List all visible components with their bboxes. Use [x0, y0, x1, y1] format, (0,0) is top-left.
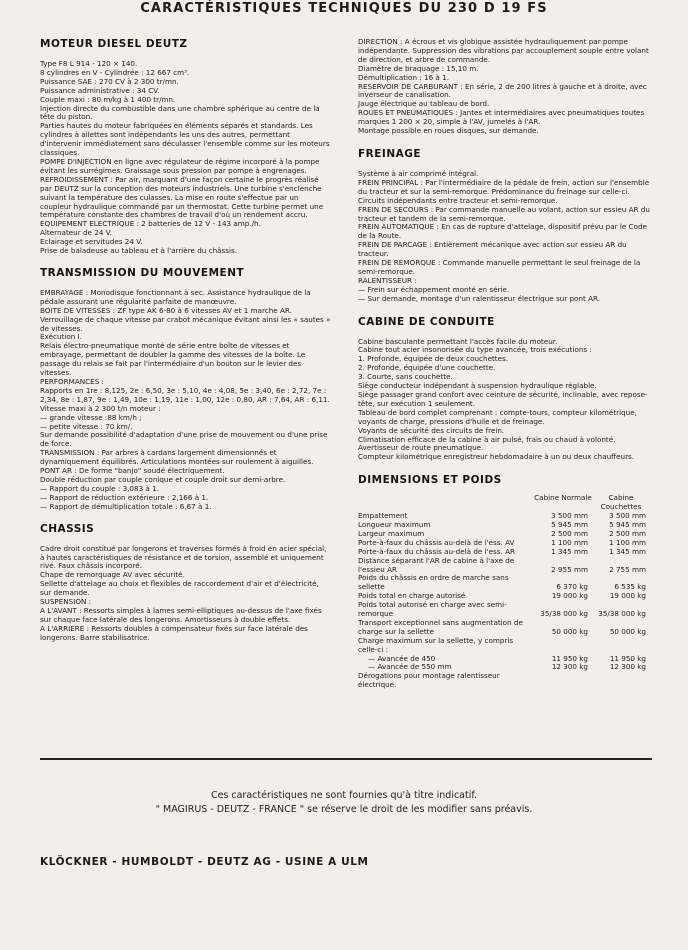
text-line: Jauge électrique au tableau de bord. [358, 99, 490, 109]
text-line: PERFORMANCES : [40, 377, 104, 386]
dimension-label: Empattement [358, 511, 408, 521]
value-cabine-couchettes: 2 755 mm [609, 564, 646, 574]
text-line: Rapports en 1re : 8,125, 2e : 6,50, 3e : 5,10, 4e : 4,08, 5e : 3,40, 6e : 2,72, 7e : 2,34, 8e : 1,87, 9e : 1,49, 10e : 1,19, 11e : 1,00, 12e : 0,80, AR : 7,64, AR : 6,11. [40, 385, 330, 404]
dimension-label: Porte-à-faux du châssis au-delà de l'ess. AV [358, 537, 515, 547]
text-line: — Sur demande, montage d'un ralentisseur électrique sur pont AR. [358, 293, 601, 303]
text-line: Chape de remorquage AV avec sécurité. [40, 570, 185, 580]
disclaimer-note: Ces caractéristiques ne sont fournies qu'à titre indicatif. [210, 790, 478, 801]
heading-chassis: CHASSIS [40, 522, 95, 535]
value-cabine-couchettes: 2 500 mm [609, 528, 646, 538]
col-cabine-couchettes: Cabine Couchettes [600, 493, 642, 512]
text-line: Cabine tout acier insonorisée du type avancée, trois exécutions : [358, 345, 592, 355]
footer-notes [0, 789, 688, 817]
text-line: 1. Profonde, équipée de deux couchettes. [358, 354, 509, 364]
chassis-text [40, 545, 332, 643]
value-cabine-normale: 19 000 kg [551, 591, 588, 601]
freinage-text [358, 170, 650, 304]
value-cabine-normale: 1 345 mm [551, 546, 588, 556]
dimension-row [358, 557, 650, 575]
section-chassis [40, 523, 332, 643]
heading-cabine: CABINE DE CONDUITE [358, 315, 495, 328]
text-line: — Rapport de réduction extérieure : 2,166 à 1. [40, 492, 209, 502]
value-cabine-couchettes: 12 300 kg [609, 662, 646, 672]
value-cabine-couchettes: 6 535 kg [614, 582, 646, 592]
dimension-label: Largeur maximum [358, 528, 425, 538]
value-cabine-normale: 11 950 kg [551, 653, 588, 663]
section-dimensions [358, 474, 650, 690]
dimension-label: Distance séparant l'AR de cabine à l'axe de l'essieu AR [358, 555, 515, 574]
heading-freinage: FREINAGE [358, 147, 422, 160]
dimension-label: Charge maximum sur la sellette, y compris celle-ci : [358, 635, 514, 654]
section-cabine [358, 316, 650, 463]
text-line: Prise de baladeuse au tableau et à l'arrière du châssis. [40, 246, 238, 256]
text-line: Avertisseur de route pneumatique. [358, 443, 484, 453]
section-moteur [40, 38, 332, 256]
cabine-text [358, 338, 650, 463]
value-cabine-couchettes: 35/38 000 kg [598, 609, 646, 619]
dimension-row [358, 672, 650, 690]
text-line: Compteur kilométrique enregistreur hebdomadaire à un ou deux chauffeurs. [358, 452, 635, 462]
text-line: — grande vitesse :88 km/h ; [40, 412, 142, 422]
dimension-label: Poids du châssis en ordre de marche sans sellette [358, 573, 509, 592]
text-line: Voyants de sécurité des circuits de frein. [358, 425, 505, 435]
text-line: TRANSMISSION : Par arbres à cardans largement dimensionnés et dynamiquement équilibrés. Articulations montées sur roulement à aiguilles. [40, 448, 314, 467]
value-cabine-normale: 35/38 000 kg [540, 609, 588, 619]
text-line: RESERVOIR DE CARBURANT : En série, 2 de 200 litres à gauche et à droite, avec inverseur de canalisation. [358, 81, 647, 100]
dimensions-table [358, 512, 650, 690]
dimension-label: Poids total autorisé en charge avec semi-remorque [358, 600, 507, 619]
text-line: Relais électro-pneumatique monté de série entre boîte de vitesses et embrayage, permettant de doubler la gamme des vitesses de la boîte. Le passage du relais se fait par l'intermédiaire d'un bouton sur le levier des vitesses. [40, 341, 306, 378]
text-line: 2. Profonde, équipée d'une couchette. [358, 363, 496, 373]
text-line: RALENTISSEUR : [358, 275, 417, 285]
text-line: Double réduction par couple conique et couple droit sur demi-arbre. [40, 474, 286, 484]
dimension-label: Longueur maximum [358, 519, 431, 529]
text-line: Montage possible en roues disques, sur demande. [358, 126, 539, 136]
value-cabine-normale: 2 955 mm [551, 564, 588, 574]
dimension-label: Transport exceptionnel sans augmentation de charge sur la sellette [358, 617, 523, 636]
text-line: Alternateur de 24 V. [40, 228, 112, 238]
text-line: Sellette d'attelage au choix et flexibles de raccordement d'air et d'électricité, sur demande. [40, 579, 319, 598]
value-cabine-couchettes: 1 100 mm [609, 537, 646, 547]
text-line: FREIN AUTOMATIQUE : En cas de rupture d'attelage, dispositif prévu par le Code de la Route. [358, 222, 647, 241]
text-line: Couple maxi : 80 m/kg à 1 400 tr/mn. [40, 94, 176, 104]
value-cabine-normale: 12 300 kg [551, 662, 588, 672]
text-line: ROUES ET PNEUMATIQUES : Jantes et intermédiaires avec pneumatiques toutes marques 1 200 × 20, simple à l'AV, jumelés à l'AR. [358, 108, 645, 127]
value-cabine-couchettes: 1 345 mm [609, 546, 646, 556]
dimension-label: Dérogations pour montage ralentisseur électrique. [358, 671, 500, 690]
value-cabine-normale: 1 100 mm [551, 537, 588, 547]
text-line: Puissance administrative : 34 CV. [40, 85, 160, 95]
text-line: Cabine basculante permettant l'accès facile du moteur. [358, 336, 558, 346]
text-line: Type F8 L 914 - 120 × 140. [40, 59, 138, 68]
page-title: CARACTÉRISTIQUES TECHNIQUES DU 230 D 19 FS [140, 1, 548, 16]
footer-divider [40, 758, 652, 760]
text-line: FREIN DE SECOURS : Par commande manuelle au volant, action sur essieu AR du tracteur et tandem de la semi-remorque. [358, 204, 650, 223]
dimension-label: Poids total en charge autorisé [358, 591, 466, 601]
text-line: — petite vitesse : 70 km/. [40, 421, 133, 431]
text-line: Injection directe du combustible dans une chambre sphérique au centre de la tête du piston. [40, 103, 320, 122]
dimensions-table-header [358, 494, 650, 512]
text-line: Démultiplication : 16 à 1. [358, 72, 449, 82]
text-line: FREIN PRINCIPAL : Par l'intermédiaire de la pédale de frein, action sur l'ensemble du tracteur et sur la semi-remorque. Prédominance du freinage sur celle-ci. Circuits indépendants entre tracteur et semi-remorque. [358, 177, 650, 205]
text-line: POMPE D'INJECTION en ligne avec régulateur de régime incorporé à la pompe évitant les surrégimes. Graissage sous pression par pompe à engrenages. [40, 156, 320, 175]
dimension-label: — Avancée de 550 mm [368, 662, 452, 672]
value-cabine-couchettes: 11 950 kg [609, 653, 646, 663]
text-line: Tableau de bord complet comprenant : compte-tours, compteur kilométrique, voyants de charge, pressions d'huile et de freinage. [358, 407, 637, 426]
heading-transmission: TRANSMISSION DU MOUVEMENT [40, 266, 245, 279]
text-line: Eclairage et servitudes 24 V. [40, 237, 143, 247]
section-direction [358, 38, 650, 136]
heading-dimensions: DIMENSIONS ET POIDS [358, 474, 502, 487]
text-line: EQUIPEMENT ELECTRIQUE : 2 batteries de 12 V - 143 amp./h. [40, 219, 261, 229]
text-line: REFROIDISSEMENT : Par air, marquant d'une façon certaine le progrès réalisé par DEUTZ sur la conception des moteurs industriels. Une turbine s'enclenche suivant la température des culasses. La mise en route s'effectue par un coupleur hydraulique commandé par un thermostat. Cette turbine permet une température constante des chambres de travail d'où un rendement accru. [40, 174, 324, 220]
text-line: DIRECTION : A écrous et vis globique assistée hydrauliquement par pompe indépendante. Suppression des vibrations par accouplement souple entre volant de direction, et arbre de commande. [358, 37, 649, 64]
text-line: Vitesse maxi à 2 300 t/n moteur : [40, 403, 161, 413]
dimension-label: — Avancée de 450 [368, 653, 436, 663]
company-line: KLÖCKNER - HUMBOLDT - DEUTZ AG - USINE A ULM [40, 856, 369, 868]
text-line: A L'AVANT : Ressorts simples à lames semi-elliptiques au-dessus de l'axe fixés sur chaque face latérale des longerons. Amortisseurs à double effets. [40, 605, 322, 624]
value-cabine-couchettes: 50 000 kg [609, 626, 646, 636]
text-line: Siège passager grand confort avec ceinture de sécurité, inclinable, avec repose-tête, sur exécution 1 seulement. [358, 390, 648, 408]
text-line: Sur demande possibilité d'adaptation d'une prise de mouvement ou d'une prise de force. [40, 430, 328, 449]
text-line: Diamètre de braquage : 15,10 m. [358, 63, 479, 73]
col-cabine-normale: Cabine Normale [534, 493, 592, 503]
value-cabine-normale: 6 370 kg [556, 582, 588, 592]
section-transmission [40, 267, 332, 512]
value-cabine-normale: 2 500 mm [551, 528, 588, 538]
dimension-row [358, 619, 650, 637]
dimension-row [358, 601, 650, 619]
text-line: — Rapport de démultiplication totale : 6,67 à 1. [40, 501, 212, 511]
dimension-label: Porte-à-faux du châssis au-delà de l'ess. AR [358, 546, 515, 556]
value-cabine-couchettes: 3 500 mm [609, 511, 646, 521]
text-line: 8 cylindres en V - Cylindrée : 12 667 cm³. [40, 67, 190, 77]
text-line: EMBRAYAGE : Monodisque fonctionnant à sec. Assistance hydraulique de la pédale assurant une régularité parfaite de manœuvre. [40, 287, 311, 306]
text-line: 3. Courte, sans couchette. [358, 372, 453, 382]
text-line: — Frein sur échappement monté en série. [358, 284, 510, 294]
text-line: Cadre droit constitué par longerons et traverses formés à froid en acier spécial, à hautes caractéristiques de résistance et de torsion, assemblé et uniquement rivé. Faux châssis incorporé. [40, 543, 327, 571]
value-cabine-normale: 5 945 mm [551, 519, 588, 529]
right-column [358, 38, 650, 690]
value-cabine-couchettes: 19 000 kg [609, 591, 646, 601]
dimension-row [358, 574, 650, 592]
heading-moteur: MOTEUR DIESEL DEUTZ [40, 38, 188, 50]
rights-note: " MAGIRUS - DEUTZ - FRANCE " se réserve le droit de les modifier sans préavis. [155, 804, 533, 815]
text-line: Exécution I. [40, 332, 82, 342]
text-line: Climatisation efficace de la cabine à air pulsé, frais ou chaud à volonté. [358, 434, 616, 444]
direction-text [358, 38, 650, 136]
text-line: BOITE DE VITESSES : ZF type AK 6-80 à 6 vitesses AV et 1 marche AR. Verrouillage de chaque vitesse par crabot mécanique évitant ainsi les « sautes » de vitesses. [40, 305, 331, 333]
text-line: Système à air comprimé intégral. [358, 168, 479, 178]
text-line: FREIN DE REMORQUE : Commande manuelle permettant le seul freinage de la semi-remorque. [358, 258, 641, 276]
text-line: — Rapport du couple : 3,083 à 1. [40, 483, 159, 493]
dimension-row [358, 637, 650, 655]
text-line: Puissance SAE : 270 CV à 2 300 tr/mn. [40, 76, 179, 86]
text-line: FREIN DE PARCAGE : Entièrement mécanique avec action sur essieu AR du tracteur. [358, 240, 627, 259]
text-line: SUSPENSION : [40, 597, 92, 607]
value-cabine-couchettes: 5 945 mm [609, 519, 646, 529]
transmission-text [40, 289, 332, 512]
value-cabine-normale: 50 000 kg [551, 626, 588, 636]
left-column [40, 38, 332, 643]
section-freinage [358, 148, 650, 304]
text-line: Siège conducteur indépendant à suspension hydraulique réglable. [358, 381, 597, 391]
text-line: Parties hautes du moteur fabriquées en éléments séparés et standards. Les cylindres à ailettes sont indépendants les uns des autres, permettant d'intervenir immédiatement sans déculasser l'ensemble comme sur les moteurs classiques. [40, 121, 330, 158]
moteur-text [40, 60, 332, 256]
text-line: PONT AR : De forme "banjo" soudé électriquement. [40, 466, 225, 476]
text-line: A L'ARRIERE : Ressorts doubles à compensateur fixés sur face latérale des longerons. Barre stabilisatrice. [40, 623, 308, 642]
value-cabine-normale: 3 500 mm [551, 511, 588, 521]
